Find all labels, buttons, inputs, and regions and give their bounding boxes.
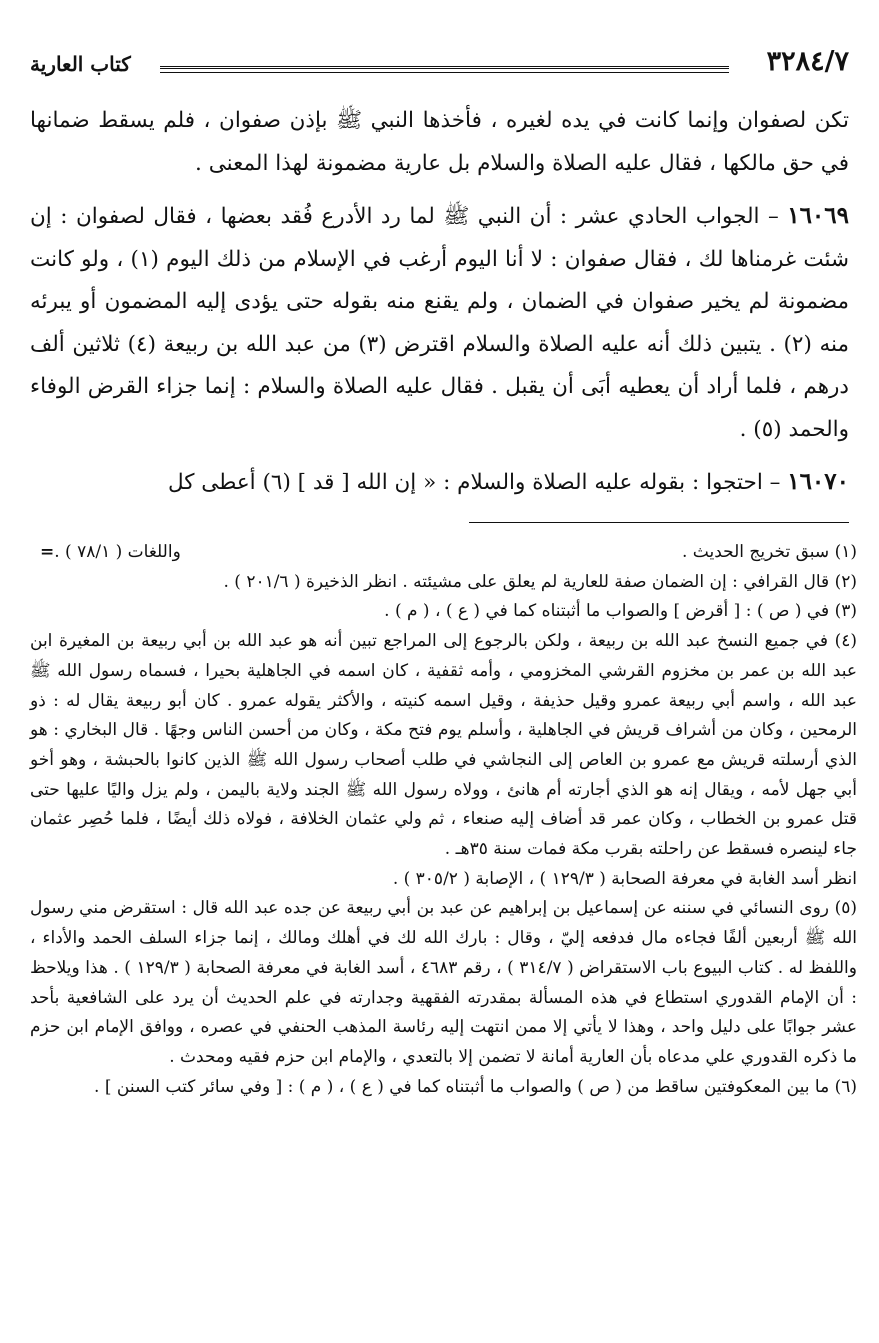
- footnote-continuation: [30, 538, 181, 568]
- page-number: ٣٢٨٤/٧: [766, 46, 849, 77]
- footnote-separator: [469, 522, 849, 523]
- footnotes: [30, 538, 857, 1102]
- book-title: كتاب العارية: [30, 52, 131, 76]
- paragraph-16070: [30, 461, 849, 505]
- footnote-2: (٢) قال القرافي : إن الضمان صفة للعارية لم يعلق على مشيئته . انظر الذخيرة ( ٢٠١/٦ ) .: [223, 571, 857, 592]
- footnote-4-reference: انظر أسد الغابة في معرفة الصحابة ( ١٢٩/٣ ) ، الإصابة ( ٣٠٥/٢ ) .: [392, 868, 857, 889]
- paragraph-text: – احتجوا : بقوله عليه الصلاة والسلام : « إن الله [ قد ] (٦) أعطى كل: [167, 470, 788, 495]
- footnote-1: (١) سبق تخريج الحديث .: [682, 542, 857, 562]
- continuation-mark: =: [40, 542, 55, 562]
- header-rule: [160, 66, 729, 69]
- paragraph-number: ١٦٠٧٠: [787, 468, 849, 495]
- footnote-3: (٣) في ( ص ) : [ أقرض ] والصواب ما أثبتناه كما في ( ع ) ، ( م ) .: [384, 601, 857, 622]
- main-text: [30, 100, 849, 505]
- footnote-row-1: [30, 538, 857, 568]
- footnote-4: (٤) في جميع النسخ عبد الله بن ربيعة ، ولكن بالرجوع إلى المراجع تبين أنه هو عبد الله بن أبي ربيعة بن المغيرة ابن عبد الله بن عمر بن مخزوم القرشي المخزومي ، وأمه ثقفية ، كان اسمه في الجاهلية بحيرا ، فسماه رسول الله ﷺ عبد الله ، واسم أبي ربيعة عمرو وقيل حذيفة ، وقيل اسمه كنيته ، والأكثر يقوله عمرو . كان أبو ربيعة يقال له : ذو الرمحين ، وكان من أشراف قريش في الجاهلية ، وأسلم يوم فتح مكة ، وكان من أحسن الناس وجهًا . قال البخاري : هو الذي أرسلته قريش مع عمرو بن العاص إلى النجاشي في طلب أصحاب رسول الله ﷺ الذين كانوا بالحبشة ، وهو أخو أبي جهل لأمه ، ويقال إنه هو الذي أجارته أم هانئ ، وولاه رسول الله ﷺ الجند ولاية باليمن ، ولم يزل واليًا عليها حتى قتل عمرو بن الخطاب ، وكان عمر قد أضاف إليه صنعاء ، ثم ولي عثمان الخلافة ، فولاه ذلك أيضًا ، فلما حُصِر عثمان جاء لينصره فسقط عن راحلته بقرب مكة فمات سنة ٣٥هـ .: [30, 631, 857, 860]
- footnote-continuation-text: واللغات ( ٧٨/١ ) .: [54, 542, 181, 562]
- paragraph-text: – الجواب الحادي عشر : أن النبي ﷺ لما رد الأدرع فُقد بعضها ، فقال لصفوان : إن شئت غرمناها لك ، فقال صفوان : لا أنا اليوم أرغب في الإسلام من ذلك اليوم (١) ، ولو كانت مضمونة لم يخير صفوان في الضمان ، ولم يقنع منه بقوله حتى يؤدى إليه المضمون أو يبرئه منه (٢) . يتبين ذلك أنه عليه الصلاة والسلام اقترض (٣) من عبد الله بن ربيعة (٤) ثلاثين ألف درهم ، فلما أراد أن يعطيه أبَى أن يقبل . فقال عليه الصلاة والسلام : إنما جزاء القرض الوفاء والحمد (٥) .: [30, 204, 849, 442]
- footnote-6: (٦) ما بين المعكوفتين ساقط من ( ص ) والصواب ما أثبتناه كما في ( ع ) ، ( م ) : [ وفي سائر كتب السنن ] .: [94, 1076, 857, 1097]
- footnote-5: (٥) روى النسائي في سننه عن إسماعيل بن إبراهيم عن عبد بن أبي ربيعة عن جده عبد الله قال : استقرض مني رسول الله ﷺ أربعين ألفًا فجاءه مال فدفعه إليّ ، وقال : بارك الله لك في أهلك ومالك ، إنما جزاء السلف الحمد والأداء ، واللفظ له . كتاب البيوع باب الاستقراض ( ٣١٤/٧ ) ، رقم ٤٦٨٣ ، أسد الغابة في معرفة الصحابة ( ١٢٩/٣ ) . هذا ويلاحظ : أن الإمام القدوري استطاع في هذه المسألة بمقدرته الفقهية وجدارته في علم الحديث أن يرد على الشافعية بأحد عشر جوابًا على دليل واحد ، وهذا لا يأتي إلا ممن انتهت إليه رئاسة المذهب الحنفي في عصره ، ووافق الإمام ابن حزم ما ذكره القدوري علي مدعاه بأن العارية أمانة لا تضمن إلا بالتعدي ، والإمام ابن حزم فقيه ومحدث .: [30, 898, 857, 1067]
- paragraph-16069: [30, 195, 849, 451]
- paragraph-number: ١٦٠٦٩: [787, 202, 849, 229]
- paragraph-continuation: تكن لصفوان وإنما كانت في يده لغيره ، فأخذها النبي ﷺ بإذن صفوان ، فلم يسقط ضمانها في حق مالكها ، فقال عليه الصلاة والسلام بل عارية مضمونة لهذا المعنى .: [30, 108, 849, 176]
- page-header: [30, 44, 849, 84]
